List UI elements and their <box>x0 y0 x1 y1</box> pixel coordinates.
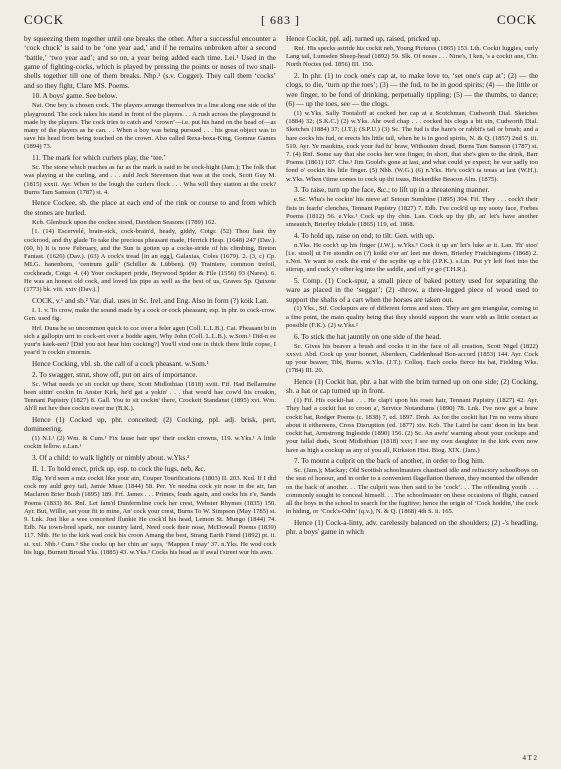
dictionary-paragraph: 5. Comp. (1) Cock-spur, a small piece of baked pottery used for separating the ware as placed in the ‘seggar’; (2) -throw, a three-legged piece of wood used to support the shafts of a cart when the horses are taken out. <box>286 275 538 304</box>
dictionary-paragraph: (1) N.I.¹ (2) Wm. & Cum.¹ Fix fause hair upo' their cockin crowns, 119. w.Yks.¹ A little cockin fellow. e.Lan.¹ <box>24 435 276 451</box>
dictionary-paragraph: (1) Yks., Stf. Cockspurs are of different forms and sizes. They are gen triangular, coming to a fine point, the main quality being that they should support the ware with as little contact as possible (F.K.). (2) w.Yks.² <box>286 305 538 329</box>
dictionary-paragraph: Hence (1) Cocked up, phr. conceited; (2) Cocking, ppl. adj. brisk, pert, domineering. <box>24 415 276 434</box>
dictionary-paragraph: II. 1. To hold erect, prick up, esp. to cock the lugs, neb, &c. <box>32 464 206 474</box>
left-column <box>24 34 276 750</box>
dictionary-paragraph: Hrf. Duna be so uncommon quick to coc over a feler agen (Coll. L.L.B.). Cai. Pheasant bi in sich a gallopin urrt to cock-ert over a bodde agen, Why John (Coll. L.L.B.). w.Som.¹ Did-n ee yuur'n kaek-een? [Did you not hear him cocking?] You'll vind one in thick there little copse, I year'd 'n cockin s'mornin. <box>24 324 276 357</box>
dictionary-paragraph: 7. To mount a culprit on the back of another, in order to flog him. <box>294 456 485 466</box>
dictionary-paragraph: (1) w.Yks. Sally Tootaloff at cocked her cap at a Scotchman, Cudworth Dial. Sketches (1884) 32; (S.K.C.) (2) w.Yks. Ahr owd chap . . . cocked his clogs a bit sin, Cudworth Dial. Sketches (1884) 37; (J.T.); (S.P.U.) (3) Sc. The fud is the hare's or rabbit's tail or brush; and a hare cocks his fud, or erects his little tail, when he is in good spirits, N. & Q. (1857) 2nd S. iii. 519. Ayr. Ye maukins, cock your fud fu' braw, Withouten dread, Burns Tam Samson (1787) st. 7. (4) Rnf. Some say that she cocks her wee finger, In short, that she's gien to the drink, Barr Poems (1861) 107. Chs.¹ Jim Goold's gone at last, and what could ye expect; he wur sadly too fond o' cockin his litle finger. (5) Nhb. (W.G.) (6) n.Yks. He's cock't ta teeas at last (W.H.). w.Yks. When t'time comes to cock up thi toass, Bickerdike Beacon Alm. (1875). <box>286 109 538 183</box>
dictionary-paragraph: Sc. What needs ye sit cockit up there, Scott Midlothian (1818) xviii. Fif. Had Bellarmine been sittin' cockin In Anster Kirk, he'd gat a yokin' . . . that wou'd hae cow'd his croakin, Tennant Papistry (1827) 8. Gall. You to sit cockin' there, Crockett Standanst (1895) xvi. Wm. Ah'll net hev thee cockin ower me (B.K.). <box>24 380 276 413</box>
page-number: [ 683 ] <box>261 12 300 27</box>
page-header <box>24 10 537 30</box>
dictionary-paragraph: Kcb. Glenbuck upon the cockee stood, Davidson Seasons (1789) 162. <box>32 218 217 226</box>
right-column <box>286 34 538 750</box>
header-left-word: COCK <box>24 12 65 27</box>
dictionary-paragraph: Hence Cockee, sb. the place at each end of the rink or course to and from which the stones are hurled. <box>24 198 276 217</box>
dictionary-paragraph: I. 1. v. To crow, make the sound made by a cock or cock pheasant; esp. in phr. to cock-crow. Gen. used fig. <box>24 306 276 322</box>
dictionary-paragraph: 10. A boys' game. See below. <box>32 91 118 101</box>
dictionary-paragraph: 3. Of a child: to walk lightly or nimbly about. w.Yks.² <box>32 453 190 463</box>
dictionary-paragraph: e.Sc. Wha's he cockin' his nieve at! Setoun Sunshine (1895) 304. Fif. They . . . cock't their fists in fearfu' clenches, Tennant Papistry (1827) 7. Edb. I've cock'd up my sooty face, Forbes Poems (1812) 56. e.Yks.¹ Cock up thy chin. Lan. Cock up thy jib, an' let's have another smeautch, Brierley Irkdale (1865) 119, ed. 1868. <box>286 196 538 228</box>
dictionary-paragraph: Hence (1) Cockit hat, phr. a hat with the brim turned up on one side; (2) Cocking, sb. a hat or cap turned up in front. <box>286 376 538 396</box>
dictionary-paragraph: 2. To swagger, strut, show off, put on airs of importance. <box>32 369 198 379</box>
dictionary-paragraph: Elg. Ye'd seen a miz cockit like your ain, Couper Tourifications (1803) II. 203. Kcd. If I did cock my auld grey tail, Jamie Muse (1844) 58. Per. Ye needna cock yir nose in the air, Ian Maclaren Brier Bush (1895) 189. Frf. James . . . Primes, loads again, and cocks his e'e, Sands Poems (1833) 86. Rnf. Let fam'd Dunfermline cock her crest, Webster Rhymes (1835) 150. Ayr. But, Willie, set your fit to mine, An' cock your crest, Burns To W. Simpson (May 1785) st. 9. Lnk. Just like a wee conceited flunkie He cock'd his head, Lemon St. Mungo (1844) 74. Edb. Na town-bred spark, nor country laird, Need cock their nose, McDowall Poems (1839) 117. Nhb. He to the kirk wad cock his croon Amang the best, Strang Earth Fiend (1892) pt. ii. st. xxi. Nhb.¹ Cum.³ She cocks up her chin an' says, ‘Mappen I may’ 37. n.Yks. He wod cock his lugs, Burnett Broad Yks. (1885) 43. w.Yks.³ Cocks his head as if awal t'street wur his awn. <box>24 474 276 556</box>
dictionary-paragraph: [1. (14) Escervelé, brain-sick, cock-brain'd, heady, giddy, Cotgr. (52) Thou hast thy cockrood, and thy glade To take the precious pheasant made, Herrick Hesp. (1648) 247 (Dav.). (60, b) It is now February, and the Sun is gotten up a cocke-stride of his climbing, Breton Fantast. (1626) (Dav.). (63) A cock's tread [in an egg], Galaxias, Coles (1679). 2. (3, c) Cp. MLG. hanenbom, ‘centrum galli’ (Schiller & Lübben). (9) Trainiere, common trefoil, cockheads, Cotgr. 4. (4) Your cockapert pride, Heywood Spider & File (1556) 93 (Nares). 6. He was an honest old cock, and loved his pipe as well as the best of us, Graves Sp. Quixote (1773) bk. viii. xxiv (Dav.).] <box>24 228 276 293</box>
dictionary-paragraph: 11. The mark for which curlers play, the ‘tee.’ <box>32 153 166 163</box>
signature-mark: 4 T 2 <box>522 754 537 762</box>
dictionary-paragraph: 3. To raise, turn up the face, &c.; to lift up in a threatening manner. <box>294 185 490 195</box>
dictionary-paragraph: Sc. (Jam.); Mackay; Old Scottish schoolmasters chastised idle and refractory schoolboys on the seat of honour, and in order to a convenient flagellation thereon, they mounted the offender on the back of another. . . The culprit was then said to be ‘cock’. . . The offending youth . . . commonly sought to conceal himself. . . The schoolmaster on these occasions of flight, caused all the boys in the school to search for the fugitive; hence the origin of ‘Cock hoddin,’ the cock in hiding, or ‘Cock's-Odin’ (q.v.), N. & Q. (1868) 4th S. ii. 165. <box>286 467 538 516</box>
header-right-word: COCK <box>496 12 537 27</box>
dictionary-paragraph: n.Yks. He cock't up his finger (J.W.). w.Yks.³ Cock it up an' let's luke ar it. Lan. Th' stoo' [i.e. stool] ut I're stondin on (?) koikt o'er an' leet me down, Brierley Fratchingtons (1868) 2. s.Not. Ye want to cock the end o' the scythe up a bit (J.P.K.). s.Lin. Put y'r left foot into the stirrup, and cock y'r other leg into the saddle, and off ye go (T.H.R.). <box>286 241 538 274</box>
dictionary-paragraph: Rnf. His specks astride his cockit neb, Young Pictures (1865) 153. Lth. Cockit luggies, curly Lang tail, Lumsden Sheep-head (1892) 59. Slk. Of noses . . . Nine's, I ken, 's a cockit ane, Chr. North Noctes (ed. 1856) III. 150. <box>286 44 538 69</box>
dictionary-paragraph: Sc. The stone which reaches as far as the mark is said to be cock-hight (Jam.); The folk that was playing at the curling, and . . . auld Jock Stevenson that was at the cock, Scott Guy M. (1815) xxxii. Ayr. When to the lough the curlers flock . . . Wha will they station at the cock? Burns Tam Samson (1787) st. 4. <box>24 164 276 196</box>
dictionary-paragraph: by squeezing them together until one breaks the other. After a successful encounter a ‘cock chuck’ is said to be ‘one year aad,’ and if he remains unbroken after a second ‘battle,’ ‘two year aad’; and so on, a year being added each time. Lei.¹ Used in the game of fighting-cocks, which is played by pressing the points or noses of two snail-shells together till one of them breaks. Nhp.¹ (s.v. Cogger). They call them ‘cocks’ and so they fight, Clare MS. Poems. <box>24 34 276 90</box>
dictionary-paragraph: Hence Cockit, ppl. adj. turned up, raised, pricked up. <box>286 34 441 43</box>
dictionary-paragraph: COCK, v.¹ and sb.² Var. dial. uses in Sc. Irel. and Eng. Also in form (?) koik Lan. <box>32 295 269 305</box>
dictionary-paragraph: Hence (1) Cock-a-linty, adv. carelessly balanced on the shoulders; (2) -'s headling, phr. a boys' game in which <box>286 517 538 537</box>
dictionary-paragraph: Nai. One boy is chosen cock. The players arrange themselves in a line along one side of the playground. The cock takes his stand in front of the players. . . A rush across the playground is made by the players. The cock tries to catch and ‘crown’—i.e. put his hand on the head of—as many of the players as he can. . . When a boy was being pursued . . . his great object was to save his head from being touched on the crown. Also called Rexa-boxa-King, Gomme Games (1894) 73. <box>24 102 276 151</box>
dictionary-paragraph: Sc. Gives his beaver a brush and cocks it in the face of all creation, Scott Nigel (1822) xxxvi. Abd. Cock up your bonnet, Aberdeen, Caddenhead Bon-accord (1853) 144. Ayr. Cock up your beaver, Tibi, Burns. w.Yks. (J.T.). Colloq. Each cocks fierce his hat, Fielding Wks. (1784) III. 20. <box>286 342 538 375</box>
dictionary-paragraph: 4. To hold up, raise on end; to tilt. Gen. with up. <box>294 230 435 240</box>
dictionary-paragraph: (1) Fif. His cockit-hat . . . He clap't upon his roset hair, Tennant Papistry (1827) 42. Ayr. They had a cockit hat to croon a', Service Notandums (1890) 78. Lnk. I've now got a braw cockit hat, Rodger Poems (c. 1838) 7, ed. 1897. Dmb. As for the cockit hat I'm no verra shure about it eithereens, Cross Disruption (ed. 1877) xiv. Kcb. The Laird he cam' doon in his best cockit hat, Armstrong Ingleside (1890) 156. (2) Sc. An awfu' warning about your cockups and your fallal duds, Scott Midlothian (1818) xxv; I see my own daughter in the kirk even now have as high a cockup as any of you all, Kirkston Hist. Biog. XIX. (Jam.) <box>286 397 538 454</box>
dictionary-paragraph: 2. In phr. (1) to cock one's cap at, to make love to, ‘set one's cap at’; (2) — the clogs, to die, ‘turn up the toes’; (3) — the fud, to be in good spirits; (4) — the little or wee finger, to be fond of drinking, perpetually tippling; (5) — the thumbs, to dance; (6) — up the toes, see — the clogs. <box>286 71 538 109</box>
dictionary-paragraph: 6. To stick the hat jauntily on one side of the head. <box>294 331 442 341</box>
dictionary-paragraph: Hence Cocking, vbl. sb. the call of a cock pheasant. w.Som.¹ <box>32 358 209 368</box>
